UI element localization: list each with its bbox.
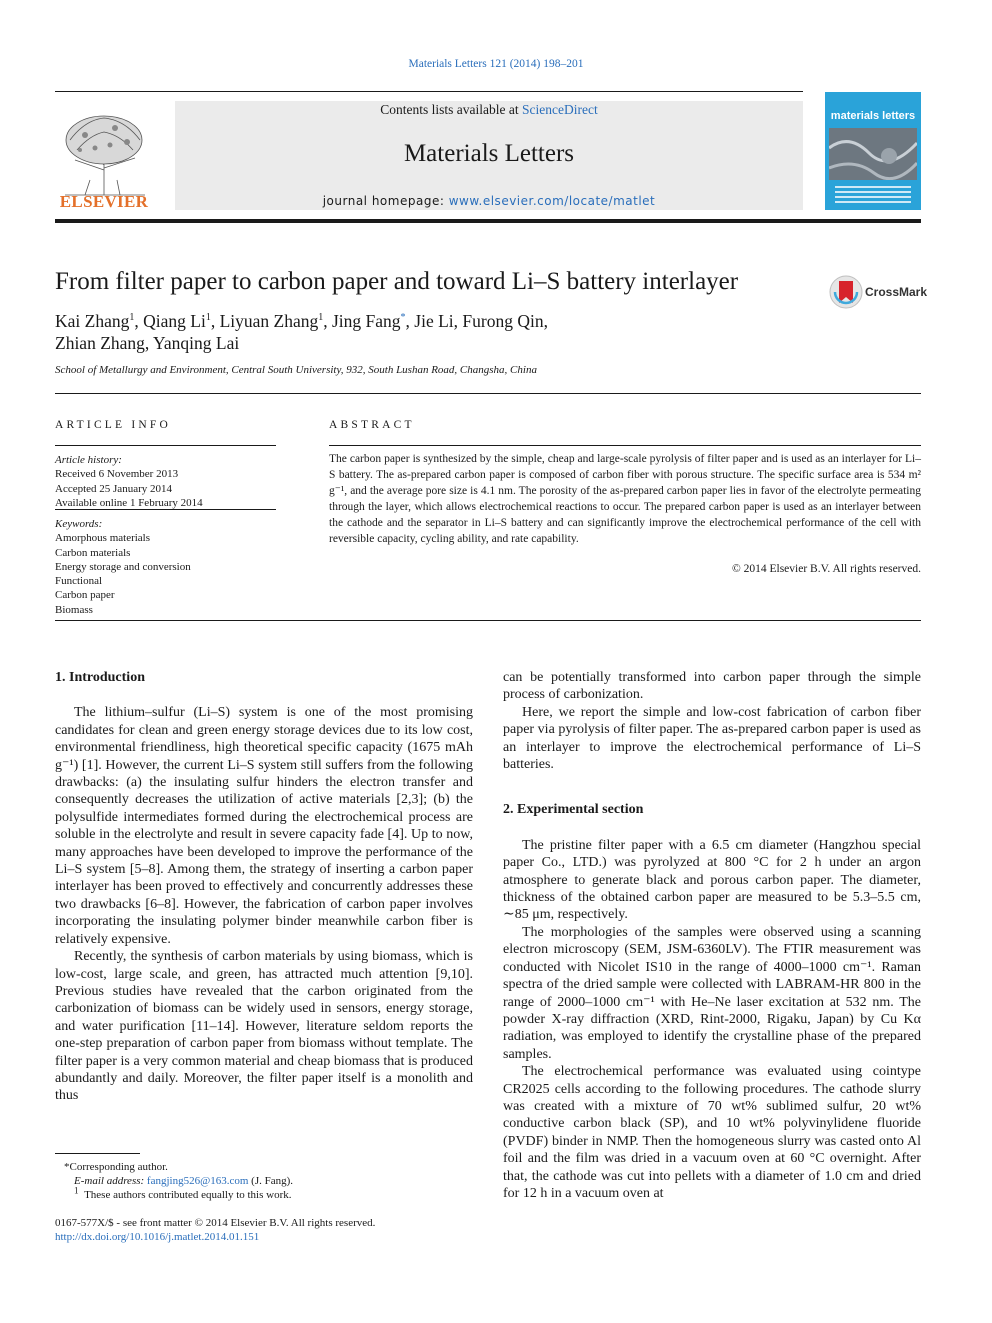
sciencedirect-link[interactable]: ScienceDirect <box>522 102 598 117</box>
article-title: From filter paper to carbon paper and toward Li–S battery interlayer <box>55 268 739 295</box>
journal-cover-thumbnail[interactable] <box>825 92 921 210</box>
email-link[interactable]: fangjing526@163.com <box>146 1175 249 1187</box>
author-mark: 1 <box>129 312 135 324</box>
info-bottom-rule <box>55 620 921 621</box>
keyword-item: Carbon materials <box>55 546 131 559</box>
doi-link[interactable]: http://dx.doi.org/10.1016/j.matlet.2014.01.151 <box>55 1231 260 1243</box>
author-name[interactable]: Jing Fang <box>331 311 401 331</box>
corresponding-text: Corresponding author. <box>69 1161 168 1173</box>
abstract-text: The carbon paper is synthesized by the simple, cheap and large-scale pyrolysis of filter paper and is used as an interlayer for Li–S battery. The as-prepared carbon paper is composed of carbon fiber with porous structure. The specific surface area is 534 m² g⁻¹, and the average pore size is 4.1 nm. The porosity of the as-prepared carbon paper lies in favor of the electrolyte permeating through the layer, which allows electrochemical reactions to occur. The prepared carbon paper is used as an interlayer between the cathode and the separator in Li–S battery and can significantly improve the electrochemical performance of the cell with reversible capacity, cycling ability, and rate capability. <box>329 453 921 546</box>
history-item: Received 6 November 2013 <box>55 468 179 481</box>
footnote-rule <box>55 1153 140 1154</box>
author-name[interactable]: Liyuan Zhang <box>219 311 319 331</box>
paragraph: The morphologies of the samples were observed using a scanning electron microscopy (SEM, JSM-6360LV). The FTIR measurement was conducted with Nicolet IS10 in the range of 4000–1000 cm⁻¹. Raman spectra of the dried sample were collected with LABRAM-HR 800 in the range of 2000–1000 cm⁻¹ with He–Ne laser excitation at 532 nm. The powder X-ray diffraction (XRD, Rint-2000, Rigaku, Japan) by Cu Kα radiation, was employed to identify the crystalline phase of the prepared samples. <box>503 924 921 1062</box>
abstract-heading: ABSTRACT <box>329 419 415 431</box>
keyword-item: Biomass <box>55 603 93 616</box>
abstract-copyright: © 2014 Elsevier B.V. All rights reserved. <box>732 563 921 575</box>
authors-line-2: Zhian Zhang, Yanqing Lai <box>55 333 240 353</box>
section-heading: 1. Introduction <box>55 670 145 685</box>
author-separator: , <box>543 311 548 331</box>
info-top-rule <box>55 393 921 394</box>
author-name[interactable]: Furong Qin <box>462 311 544 331</box>
author-separator: , <box>134 311 144 331</box>
elsevier-wordmark: ELSEVIER <box>59 192 149 211</box>
keyword-item: Carbon paper <box>55 589 115 602</box>
authors-line-1 <box>55 310 815 332</box>
author-separator: , <box>405 311 415 331</box>
journal-homepage-line <box>175 194 803 208</box>
equal-contribution-text: These authors contributed equally to this work. <box>84 1189 292 1201</box>
paragraph: The electrochemical performance was evaluated using cointype CR2025 cells according to the following procedures. The cathode slurry was created with a mixture of 70 wt% sublimed sulfur, 20 wt% conductive carbon black (SP), and 10 wt% polyvinylidene fluoride (PVDF) binder in NMP. Then the homogeneous slurry was casted onto Al foil and the film was dried in a vacuum oven at 60 °C overnight. After that, the cathode was cut into pellets with a diameter of 1.0 cm and dried for 12 h in a vacuum oven at <box>503 1064 921 1201</box>
author-separator: , <box>210 311 220 331</box>
paragraph: The lithium–sulfur (Li–S) system is one of the most promising candidates for clean and green energy storage devices due to its low cost, environmental friendliness, high theoretical specific capacity (1675 mAh g⁻¹) [1]. However, the current Li–S system still suffers from the following drawbacks: (a) the insulating sulfur hinders the electron transfer and consequently decreases the utilization of active materials [2,3]; (b) the polysulfide intermediates formed during the electrochemical process are soluble in the electrolyte and result in severe capacity fade [4]. Up to now, many approaches have been developed to improve the performance of the Li–S system [5–8]. Among them, the strategy of inserting a carbon paper interlayer has been proved to effectively and concurrently addresses these two drawbacks [6–8]. However, the fabrication of carbon paper involves incorporating the insulating polymer binder meanwhile carbon fiber is relatively expensive. <box>55 705 473 947</box>
abstract-rule <box>329 445 921 446</box>
email-label: E-mail address: <box>74 1175 147 1187</box>
right-column <box>503 669 921 1202</box>
author-mark: 1 <box>318 312 324 324</box>
author-mark[interactable]: * <box>400 312 406 324</box>
author-list <box>55 310 815 354</box>
footnote-mark: 1 <box>74 1185 79 1196</box>
author-name[interactable]: Kai Zhang <box>55 311 130 331</box>
paragraph: Here, we report the simple and low-cost fabrication of carbon fiber paper via pyrolysis of filter paper. The as-prepared carbon paper is used as an interlayer to improve the electrochemical performance of Li–S batteries. <box>503 704 921 773</box>
author-separator: , <box>453 311 463 331</box>
contents-prefix: Contents lists available at <box>380 102 522 117</box>
keywords <box>55 517 191 617</box>
history-item: Accepted 25 January 2014 <box>55 482 172 495</box>
cover-micrograph-icon <box>829 128 917 180</box>
article-info-rule-1 <box>55 445 276 446</box>
footnote-corresponding <box>64 1160 168 1174</box>
left-column <box>55 669 473 1105</box>
cover-title: materials letters <box>830 110 916 122</box>
keywords-label: Keywords: <box>55 518 103 530</box>
author-name[interactable]: Qiang Li <box>143 311 206 331</box>
header-top-rule <box>55 91 803 92</box>
homepage-prefix: journal homepage: <box>322 194 449 208</box>
affiliation: School of Metallurgy and Environment, Central South University, 932, South Lushan Road, Changsha, China <box>55 364 537 376</box>
author-separator: , <box>323 311 332 331</box>
paragraph: The pristine filter paper with a 6.5 cm diameter (Hangzhou special paper Co., LTD.) was pyrolyzed at 800 °C for 2 h under an argon atmosphere to generate black and porous carbon paper. The diameter, thickness of the obtained carbon paper are measured to be 5.3–5.5 cm, ∼85 μm, respectively. <box>503 837 921 923</box>
footnote-star: * <box>64 1161 70 1173</box>
issn-line: 0167-577X/$ - see front matter © 2014 Elsevier B.V. All rights reserved. <box>55 1217 376 1229</box>
article-history <box>55 453 203 510</box>
history-item: Available online 1 February 2014 <box>55 496 203 509</box>
keyword-item: Functional <box>55 575 103 588</box>
keyword-item: Energy storage and conversion <box>55 560 191 573</box>
contents-line <box>175 102 803 118</box>
author-name[interactable]: Jie Li <box>414 311 454 331</box>
journal-citation[interactable]: Materials Letters 121 (2014) 198–201 <box>408 58 584 70</box>
footnote-email <box>74 1174 293 1188</box>
history-label: Article history: <box>55 454 122 466</box>
author-mark: 1 <box>205 312 211 324</box>
cover-text-lines <box>835 186 911 206</box>
header-thick-rule <box>55 219 921 223</box>
email-suffix: (J. Fang). <box>248 1175 294 1187</box>
crossmark-label: CrossMark <box>865 285 928 299</box>
paragraph: Recently, the synthesis of carbon materials by using biomass, which is low-cost, large scale, and green, has attracted much attention [9,10]. Previous studies have revealed that the carbon originated from the carbonization of biomass can be widely used in sensors, energy storage, and water purification [11–14]. However, literature seldom reports the one-step preparation of carbon paper from biomass without template. The filter paper is a very common material and cheap biomass that is produced abundantly and daily. Moreover, the filter paper itself is a monolith and thus <box>55 949 473 1104</box>
article-info-heading: ARTICLE INFO <box>55 419 171 431</box>
keyword-item: Amorphous materials <box>55 532 151 545</box>
crossmark-icon[interactable] <box>829 275 863 309</box>
homepage-link[interactable]: www.elsevier.com/locate/matlet <box>448 194 656 208</box>
footnote-equal <box>74 1185 292 1202</box>
article-info-rule-2 <box>55 509 276 510</box>
paragraph: can be potentially transformed into carbon paper through the simple process of carbonization. <box>503 670 921 703</box>
journal-name: Materials Letters <box>403 140 575 167</box>
section-heading: 2. Experimental section <box>503 802 644 818</box>
